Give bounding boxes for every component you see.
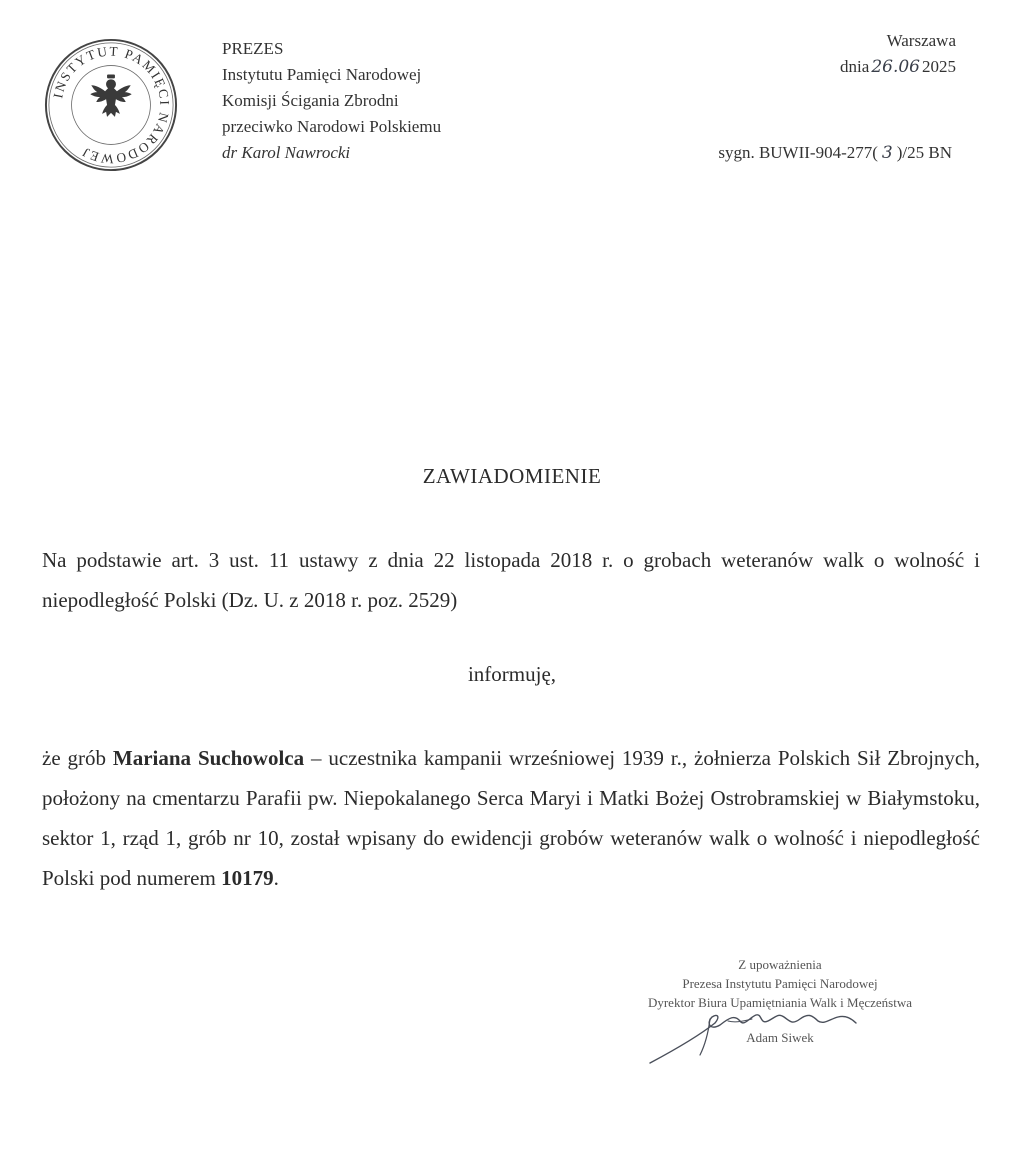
inform-line: informuję,: [467, 662, 557, 686]
issuer-signer: dr Karol Nawrocki: [222, 143, 351, 162]
reference-handwritten: 3: [881, 143, 893, 163]
issuer-commission-cont: przeciwko Narodowi Polskiemu: [222, 117, 442, 136]
place-date-block: [840, 28, 956, 80]
notification-paragraph: [42, 738, 980, 898]
issuer-institute: Instytutu Pamięci Narodowej: [222, 65, 422, 84]
para2-middle: – uczestnika kampanii wrześniowej 1939 r., żołnierza Polskich Sił Zbrojnych, położony na cmentarzu Parafii pw. Niepokalanego Serca Maryi i Matki Bożej Ostrobramskiej w Białymstoku, sektor 1, rząd 1, grób nr 10, został wpisany do ewidencji grobów weteranów walk o wolność i niepodległość Polski pod numerem: [42, 746, 981, 890]
registry-number: 10179: [221, 866, 274, 890]
para2-start: że grób: [42, 746, 113, 770]
authorization-line: Z upoważnienia: [738, 957, 822, 972]
issuer-block: [222, 36, 441, 166]
reference-suffix: )/25 BN: [896, 143, 952, 162]
svg-text:INSTYTUT PAMIĘCI NARODOWEJ: INSTYTUT PAMIĘCI NARODOWEJ: [50, 43, 173, 167]
document-title: ZAWIADOMIENIE: [422, 464, 602, 488]
date-handwritten: 26.06: [871, 57, 920, 77]
director-name: Adam Siwek: [746, 1030, 814, 1045]
director-title-line: Dyrektor Biura Upamiętniania Walk i Męczeństwa: [647, 995, 913, 1010]
para2-end: .: [273, 866, 279, 890]
veteran-name: Mariana Suchowolca: [112, 746, 305, 770]
issuer-title: PREZES: [222, 39, 284, 58]
reference-number: [718, 143, 952, 163]
eagle-emblem-icon: [90, 74, 131, 116]
place: Warszawa: [886, 31, 956, 50]
handwritten-signature: [640, 995, 870, 1070]
date-year: 2025: [922, 57, 956, 76]
reference-prefix: sygn. BUWII-904-277(: [718, 143, 878, 162]
authorization-president-line: Prezesa Instytutu Pamięci Narodowej: [682, 976, 878, 991]
date-line: [840, 54, 956, 80]
legal-basis-paragraph: Na podstawie art. 3 ust. 11 ustawy z dnia 22 listopada 2018 r. o grobach weteranów walk o wolność i niepodległość Polski (Dz. U. z 2018 r. poz. 2529): [42, 548, 980, 612]
ipn-seal-logo: [42, 36, 180, 174]
date-prefix: dnia: [840, 57, 870, 76]
issuer-commission: Komisji Ścigania Zbrodni: [222, 91, 399, 110]
